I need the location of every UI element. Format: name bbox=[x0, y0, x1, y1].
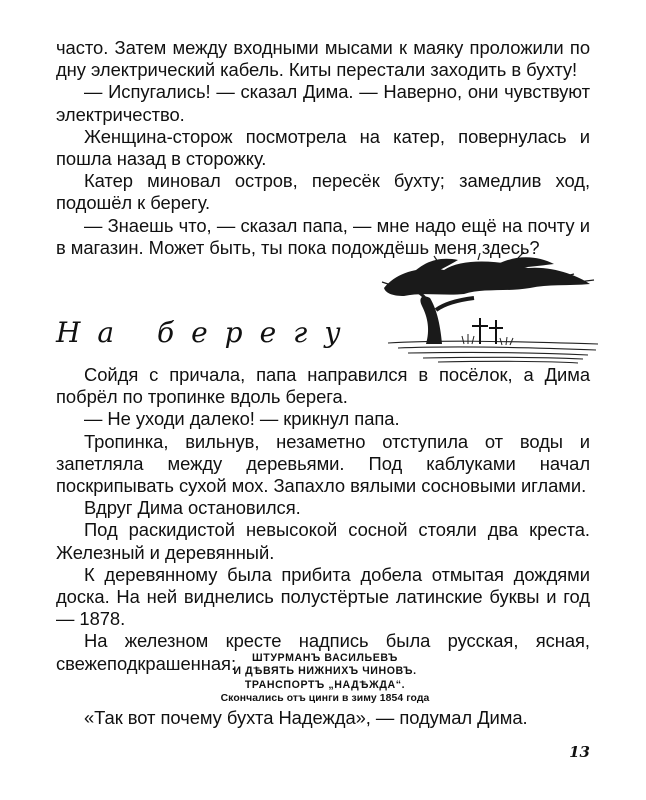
tree-and-crosses-illustration bbox=[378, 248, 600, 370]
paragraph: Тропинка, вильнув, незаметно отступила от воды и запетляла между деревьями. Под каблуками начал поскрипывать сухой мох. Запахло вялыми сосновыми иглами. bbox=[56, 430, 590, 497]
page-number: 13 bbox=[569, 743, 590, 761]
chapter-heading: На берегу bbox=[56, 316, 358, 349]
paragraph: Катер миновал остров, пересёк бухту; замедлив ход, подошёл к берегу. bbox=[56, 170, 590, 214]
paragraph: Под раскидистой невысокой сосной стояли два креста. Железный и деревянный. bbox=[56, 519, 590, 563]
paragraph: Сойдя с причала, папа направился в посёлок, а Дима побрёл по тропинке вдоль берега. bbox=[56, 364, 590, 408]
inscription-line: ШТУРМАНЪ ВАСИЛЬЕВЪ bbox=[252, 652, 398, 664]
top-text-block bbox=[56, 37, 590, 259]
paragraph: На железном кресте надпись была русская, ясная, свежеподкрашенная: bbox=[56, 630, 590, 674]
cross-inscription bbox=[160, 652, 490, 706]
paragraph: Вдруг Дима остановился. bbox=[84, 497, 301, 519]
paragraph: — Знаешь что, — сказал папа, — мне надо ещё на почту и в магазин. Может быть, ты пока подождёшь меня здесь? bbox=[56, 214, 590, 258]
paragraph: — Испугались! — сказал Дима. — Наверно, они чувствуют электричество. bbox=[56, 81, 590, 125]
paragraph: часто. Затем между входными мысами к маяку проложили по дну электрический кабель. Киты перестали заходить в бухту! bbox=[56, 37, 590, 81]
inscription-line: Скончались отъ цинги в зиму 1854 года bbox=[220, 693, 430, 705]
inscription-line: И ДѢВЯТЬ НИЖНИХЪ ЧИНОВЪ. bbox=[233, 665, 417, 678]
paragraph: К деревянному была прибита добела отмытая дождями доска. На ней виднелись полустёртые латинские буквы и год — 1878. bbox=[56, 563, 590, 630]
inscription-line: ТРАНСПОРТЪ „НАДѢЖДА“. bbox=[244, 678, 406, 691]
paragraph: — Не уходи далеко! — крикнул папа. bbox=[84, 408, 400, 430]
bottom-text-block bbox=[56, 364, 590, 675]
paragraph: Женщина-сторож посмотрела на катер, повернулась и пошла назад в сторожку. bbox=[56, 125, 590, 170]
closing-line: «Так вот почему бухта Надежда», — подумал Дима. bbox=[84, 707, 528, 728]
